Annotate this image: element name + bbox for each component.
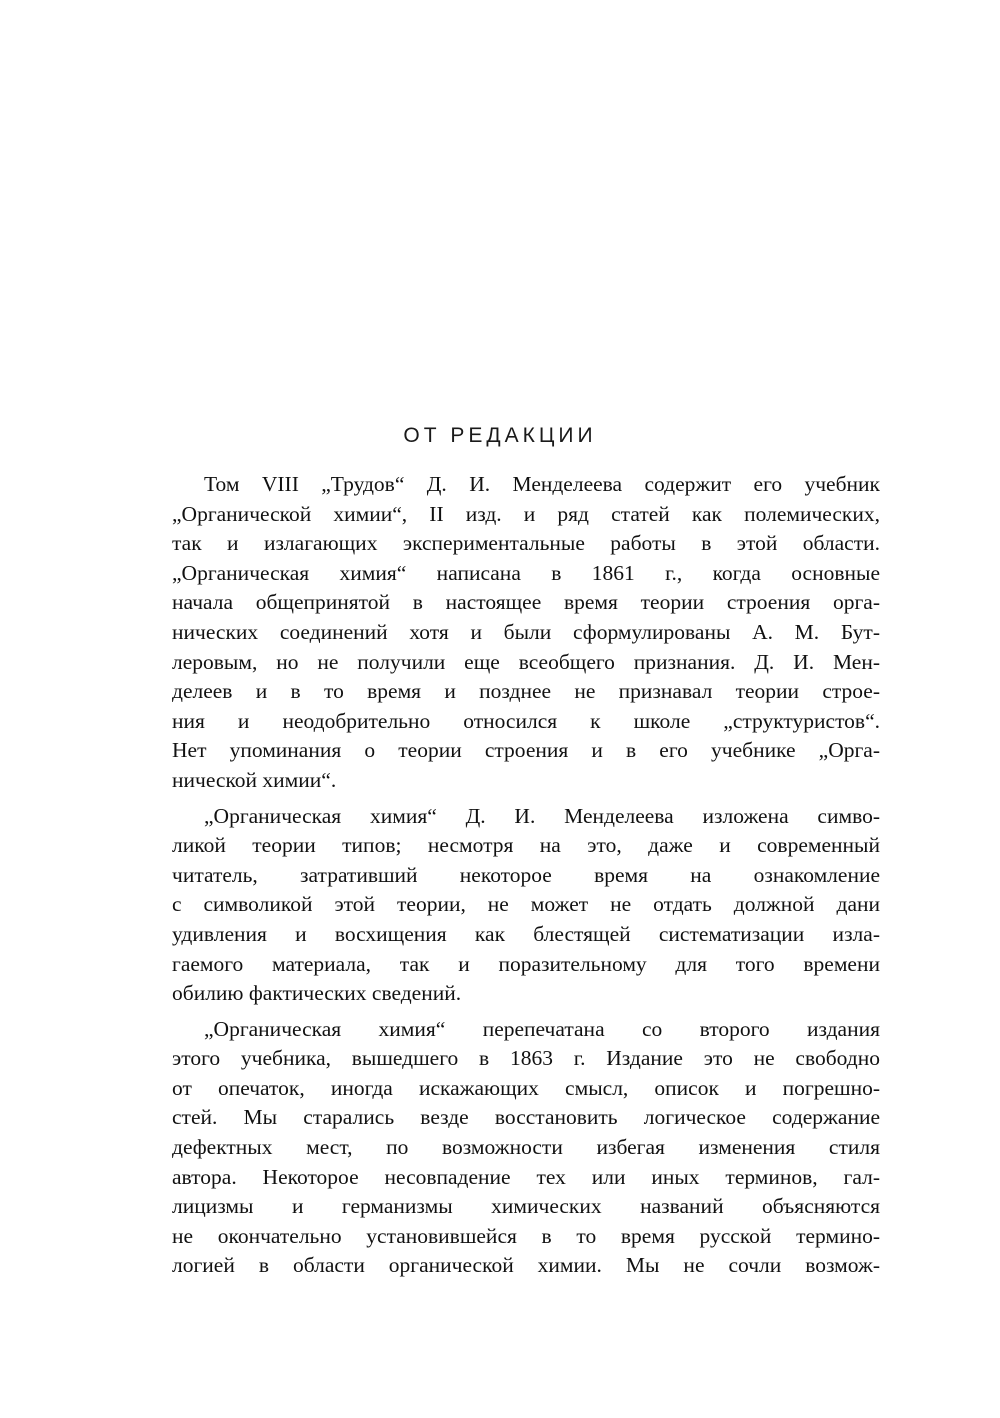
text-line: „Органическая химия“ написана в 1861 г., когда основные: [172, 560, 880, 585]
text-line: дефектных мест, по возможности избегая изменения стиля: [172, 1135, 880, 1160]
text-line: „Органическая химия“ Д. И. Менделеева изложена симво-: [204, 803, 880, 828]
text-line: „Органической химии“, II изд. и ряд статей как полемических,: [172, 501, 880, 526]
text-line: начала общепринятой в настоящее время теории строения орга-: [172, 590, 880, 615]
text-line: Нет упоминания о теории строения и в его учебнике „Орга-: [172, 738, 880, 763]
text-line: ликой теории типов; несмотря на это, даже и современный: [172, 833, 880, 858]
text-line: Том VIII „Трудов“ Д. И. Менделеева содержит его учебник: [204, 472, 880, 496]
body-text: [172, 470, 880, 1281]
text-line: „Органическая химия“ перепечатана со второго издания: [204, 1016, 880, 1041]
paragraph-3: [172, 1015, 880, 1281]
text-line: так и излагающих экспериментальные работы в этой области.: [172, 531, 880, 556]
text-line: нических соединений хотя и были сформулированы А. М. Бут-: [172, 619, 880, 644]
text-line: читатель, затративший некоторое время на ознакомление: [172, 862, 880, 887]
text-line: этого учебника, вышедшего в 1863 г. Издание это не свободно: [172, 1046, 880, 1071]
text-line: делеев и в то время и позднее не признавал теории строе-: [172, 679, 880, 704]
text-line: удивления и восхищения как блестящей систематизации изла-: [172, 921, 880, 946]
text-line: стей. Мы старались везде восстановить логическое содержание: [172, 1105, 880, 1130]
text-line: обилию фактических сведений.: [172, 981, 462, 1006]
paragraph-1: [172, 470, 880, 796]
text-line: от опечаток, иногда искажающих смысл, описок и погрешно-: [172, 1075, 880, 1100]
text-line: логией в области органической химии. Мы не сочли возмож-: [172, 1253, 880, 1278]
text-line: автора. Некоторое несовпадение тех или иных терминов, гал-: [172, 1164, 880, 1189]
text-line: гаемого материала, так и поразительному для того времени: [172, 951, 880, 976]
text-line: лицизмы и германизмы химических названий объясняются: [172, 1194, 880, 1219]
section-heading: ОТ РЕДАКЦИИ: [403, 424, 597, 447]
text-line: леровым, но не получили еще всеобщего признания. Д. И. Мен-: [172, 649, 880, 674]
paragraph-2: [172, 802, 880, 1009]
text-line: не окончательно установившейся в то время русской термино-: [172, 1223, 880, 1248]
text-line: ния и неодобрительно относился к школе „структуристов“.: [172, 708, 880, 733]
text-line: нической химии“.: [172, 767, 337, 792]
text-line: с символикой этой теории, не может не отдать должной дани: [172, 892, 880, 917]
